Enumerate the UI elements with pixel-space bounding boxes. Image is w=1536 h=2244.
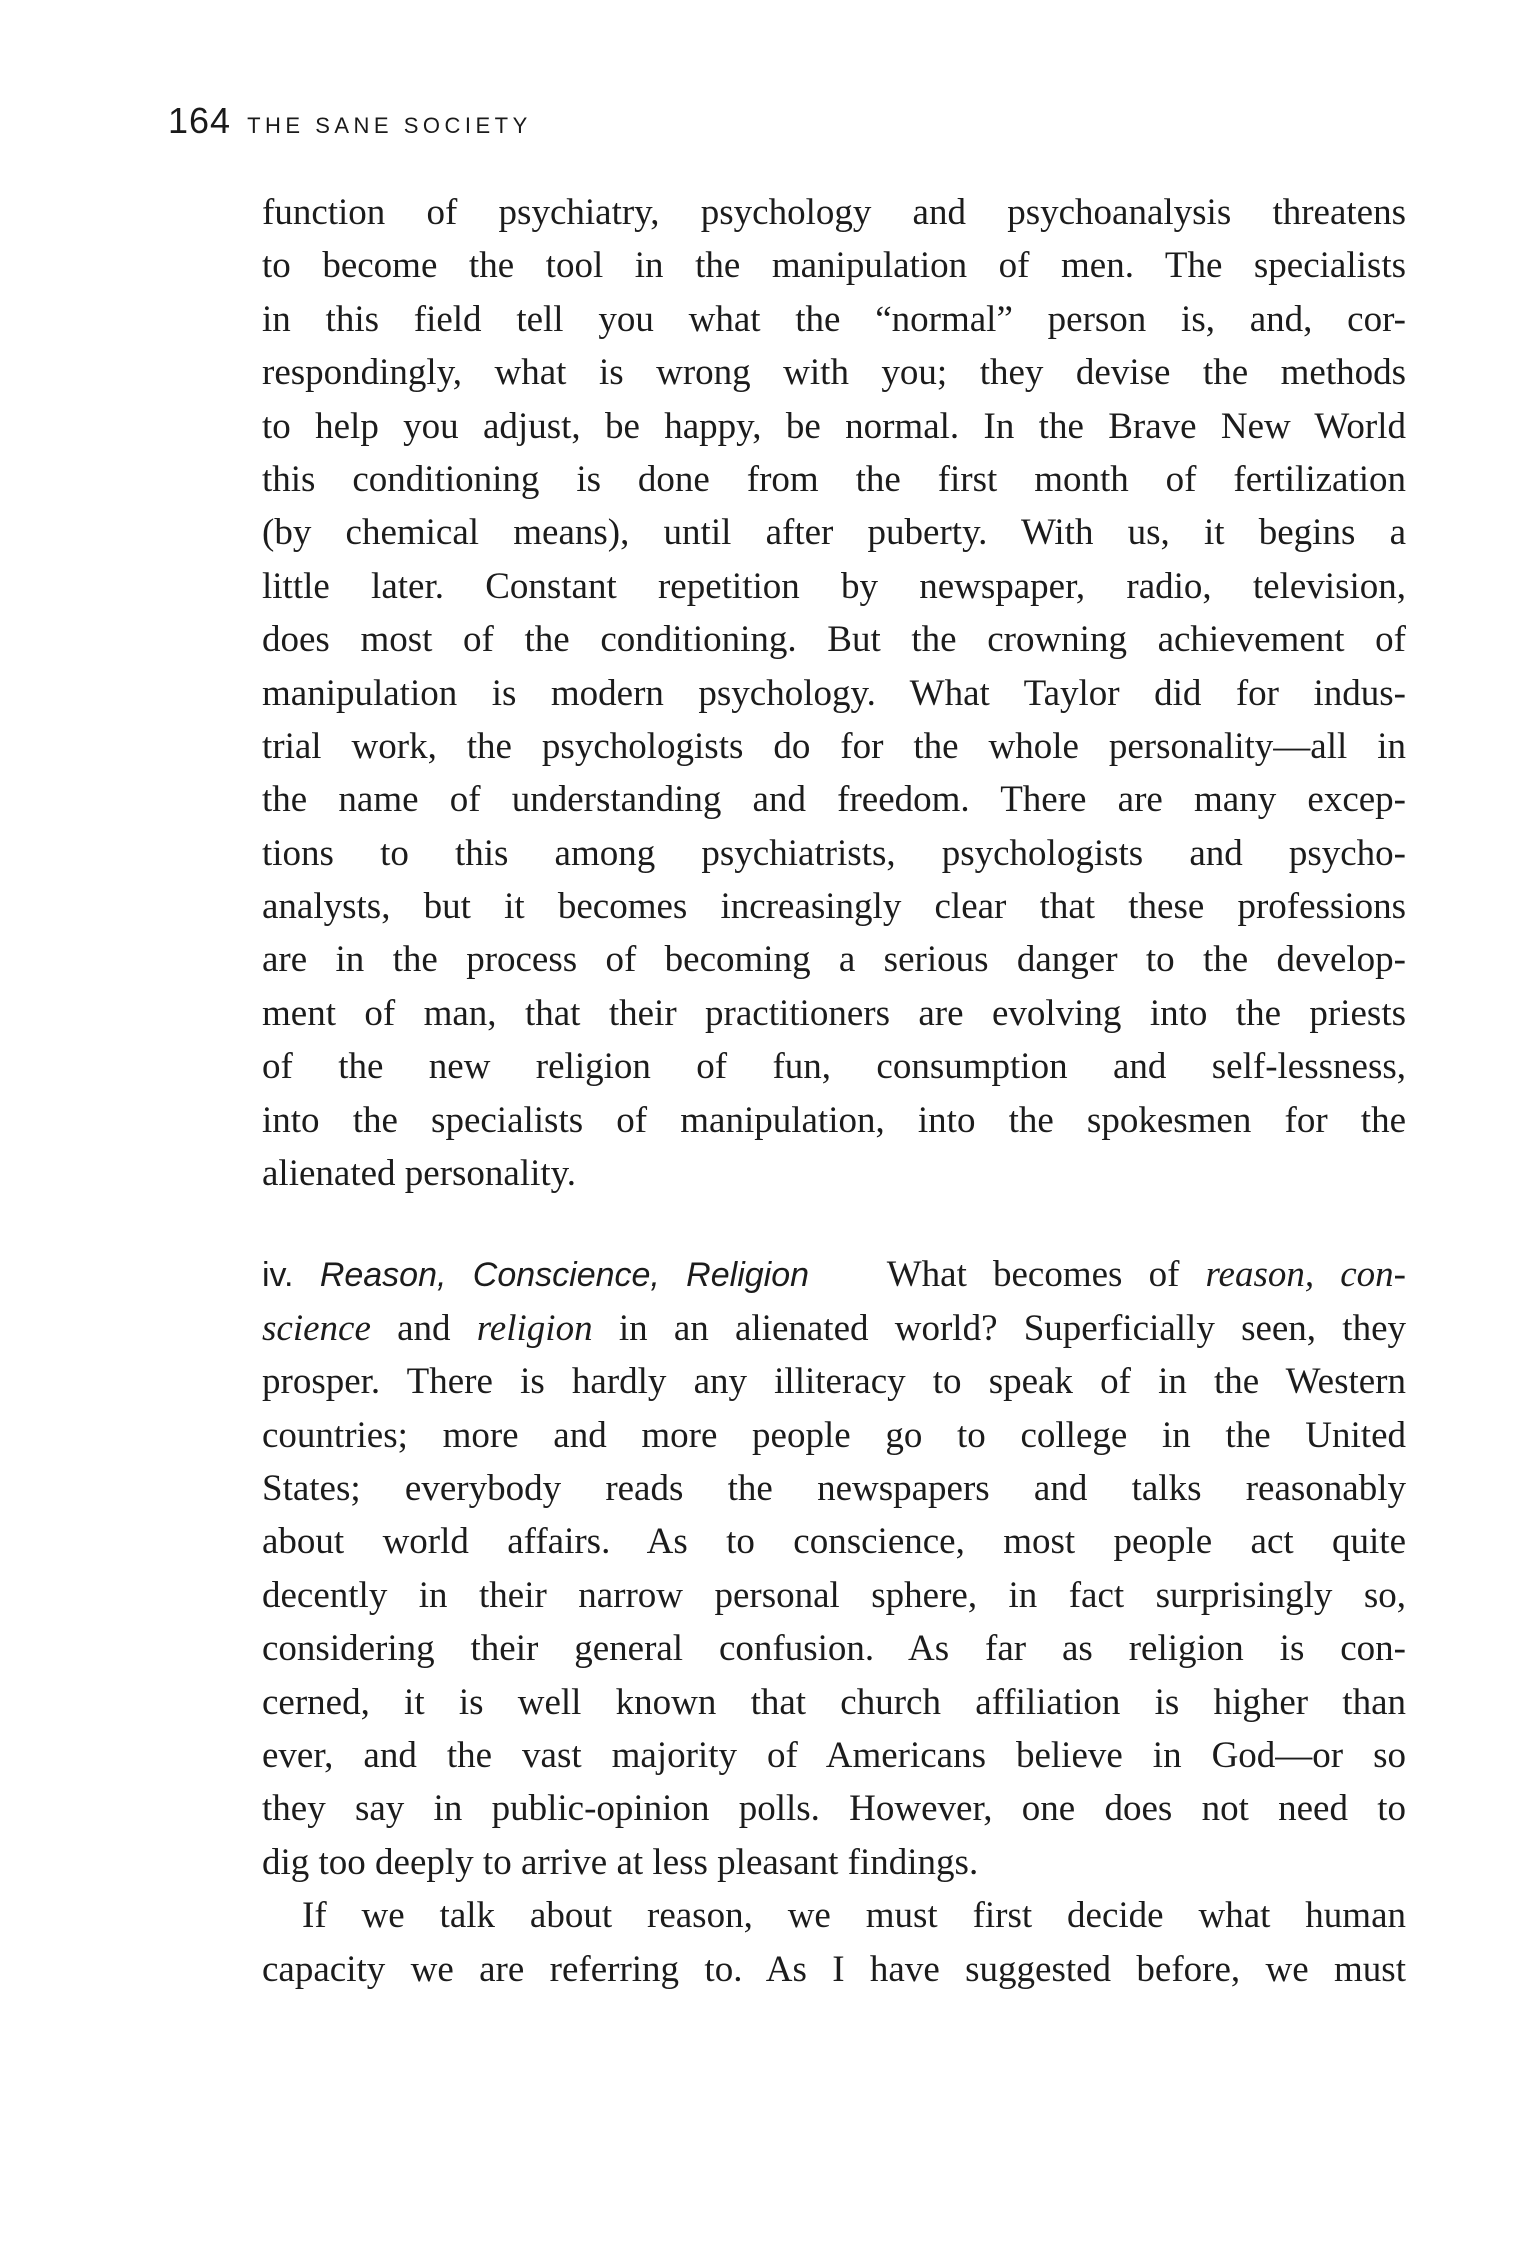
section-first-line <box>262 1248 1406 1301</box>
text-line: analysts, but it becomes increasingly clear that these professions <box>262 886 1406 928</box>
paragraph-3 <box>262 1889 1406 1996</box>
text-line: ment of man, that their practitioners are evolving into the priests <box>262 992 1406 1034</box>
text-line: cerned, it is well known that church affiliation is higher than <box>262 1681 1406 1723</box>
section-spacer <box>262 1200 1406 1248</box>
text-line: to help you adjust, be happy, be normal. In the Brave New World <box>262 405 1406 447</box>
text-line: trial work, the psychologists do for the whole personality—all in <box>262 725 1406 767</box>
text-line: alienated personality. <box>262 1153 577 1195</box>
text-line: tions to this among psychiatrists, psychologists and psycho- <box>262 832 1406 874</box>
text-line: they say in public-opinion polls. However, one does not need to <box>262 1788 1406 1830</box>
body-text <box>262 186 1406 1996</box>
text-line: function of psychiatry, psychology and psychoanalysis threatens <box>262 192 1406 233</box>
text-line: little later. Constant repetition by newspaper, radio, television, <box>262 565 1406 607</box>
inline-text: in an alienated world? Superficially seen, they <box>618 1307 1406 1349</box>
text-line: does most of the conditioning. But the crowning achievement of <box>262 619 1406 661</box>
section-second-line <box>262 1302 1406 1355</box>
text-line: dig too deeply to arrive at less pleasant findings. <box>262 1841 979 1883</box>
text-line: of the new religion of fun, consumption and self-lessness, <box>262 1046 1406 1088</box>
text-line: are in the process of becoming a serious danger to the develop- <box>262 939 1406 981</box>
text-line: respondingly, what is wrong with you; they devise the methods <box>262 352 1406 394</box>
text-line: States; everybody reads the newspapers and talks reasonably <box>262 1467 1406 1509</box>
emphasis-reason: reason, <box>1205 1254 1315 1296</box>
section-title: Reason, Conscience, Religion <box>319 1256 810 1295</box>
text-line: (by chemical means), until after puberty. With us, it begins a <box>262 512 1406 554</box>
text-line: this conditioning is done from the first month of fertilization <box>262 458 1406 500</box>
section-iv <box>262 1248 1406 1889</box>
page-number: 164 <box>168 100 232 141</box>
text-line: manipulation is modern psychology. What Taylor did for indus- <box>262 672 1406 714</box>
section-heading <box>262 1256 809 1294</box>
emphasis-con: con- <box>1340 1254 1406 1296</box>
emphasis-science: science <box>262 1307 371 1349</box>
text-line: the name of understanding and freedom. There are many excep- <box>262 779 1406 821</box>
section-numeral: iv. <box>262 1256 294 1295</box>
text-line: considering their general confusion. As far as religion is con- <box>262 1628 1406 1670</box>
running-title: THE SANE SOCIETY <box>247 113 532 138</box>
text-line: countries; more and more people go to college in the United <box>262 1414 1406 1456</box>
text-line: prosper. There is hardly any illiteracy to speak of in the Western <box>262 1361 1406 1403</box>
inline-text: What becomes of <box>886 1254 1180 1296</box>
text-line: in this field tell you what the “normal” person is, and, cor- <box>262 298 1406 340</box>
text-line: about world affairs. As to conscience, most people act quite <box>262 1521 1406 1563</box>
running-head <box>168 100 532 150</box>
text-line: If we talk about reason, we must first decide what human <box>302 1895 1406 1937</box>
inline-text: and <box>397 1307 451 1349</box>
emphasis-religion: religion <box>476 1307 593 1349</box>
text-line: to become the tool in the manipulation of men. The specialists <box>262 245 1406 287</box>
text-line: decently in their narrow personal sphere, in fact surprisingly so, <box>262 1574 1406 1616</box>
text-line: into the specialists of manipulation, into the spokesmen for the <box>262 1099 1406 1141</box>
text-line: ever, and the vast majority of Americans believe in God—or so <box>262 1734 1406 1776</box>
text-line: capacity we are referring to. As I have suggested before, we must <box>262 1948 1406 1990</box>
paragraph-1 <box>262 186 1406 1200</box>
